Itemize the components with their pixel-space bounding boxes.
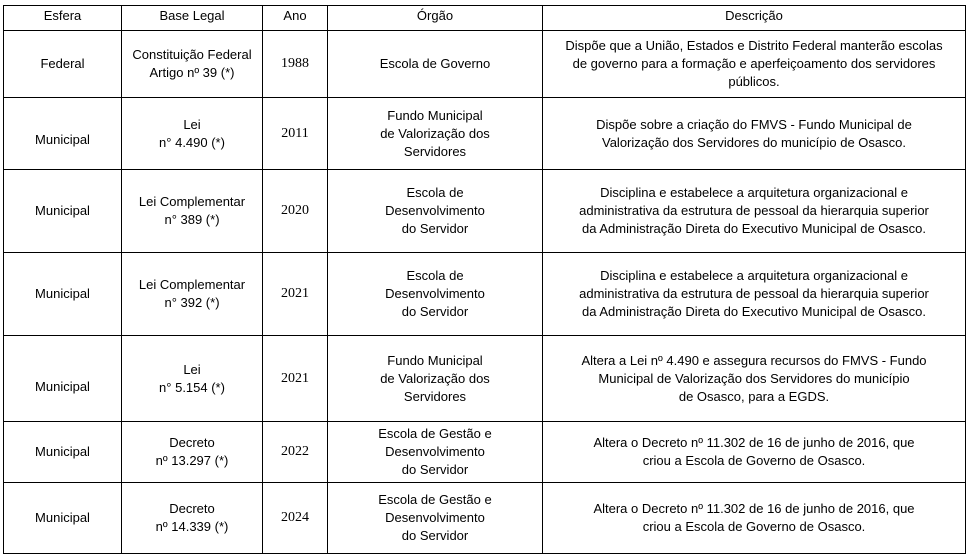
cell-descricao	[543, 31, 966, 98]
cell-descricao	[543, 422, 966, 483]
cell-esfera: Municipal	[4, 483, 122, 554]
descricao-line: Altera o Decreto nº 11.302 de 16 de junho de 2016, que	[593, 435, 915, 450]
cell-orgao	[328, 253, 543, 336]
table-row	[4, 483, 966, 554]
orgao-line: Desenvolvimento	[385, 286, 485, 301]
cell-descricao	[543, 253, 966, 336]
base-legal-line: Lei Complementar	[138, 277, 246, 292]
orgao-line: de Valorização dos	[380, 125, 490, 141]
cell-descricao	[543, 98, 966, 170]
base-legal-line: nº 14.339 (*)	[155, 519, 229, 534]
cell-descricao	[543, 336, 966, 422]
descricao-line: Dispõe que a União, Estados e Distrito Federal manterão escolas	[565, 38, 943, 53]
orgao-line: Escola de Gestão e	[378, 492, 492, 507]
cell-ano: 2022	[263, 422, 328, 483]
orgao-line: Desenvolvimento	[385, 510, 485, 525]
orgao-line: Servidores	[403, 388, 467, 404]
cell-esfera: Federal	[4, 31, 122, 98]
orgao-line: Fundo Municipal	[387, 352, 483, 368]
cell-base-legal	[122, 483, 263, 554]
base-legal-line: Decreto	[169, 435, 215, 450]
table-row	[4, 336, 966, 422]
descricao-line: Municipal de Valorização dos Servidores do município	[598, 370, 910, 386]
cell-base-legal	[122, 422, 263, 483]
cell-base-legal	[122, 253, 263, 336]
base-legal-line: n° 389 (*)	[164, 212, 220, 227]
orgao-line: do Servidor	[401, 221, 469, 236]
header-ano: Ano	[263, 6, 328, 31]
orgao-line: Escola de	[406, 268, 464, 283]
cell-esfera: Municipal	[4, 336, 122, 422]
header-esfera: Esfera	[4, 6, 122, 31]
cell-esfera: Municipal	[4, 422, 122, 483]
cell-esfera: Municipal	[4, 253, 122, 336]
cell-ano: 2021	[263, 336, 328, 422]
cell-ano: 2021	[263, 253, 328, 336]
descricao-line: criou a Escola de Governo de Osasco.	[642, 519, 866, 534]
cell-orgao	[328, 98, 543, 170]
base-legal-line: n° 5.154 (*)	[159, 379, 225, 395]
base-legal-line: Decreto	[169, 501, 215, 516]
descricao-line: Altera a Lei nº 4.490 e assegura recursos do FMVS - Fundo	[581, 352, 927, 368]
base-legal-line: Lei	[183, 361, 201, 377]
cell-orgao	[328, 422, 543, 483]
header-orgao: Órgão	[328, 6, 543, 31]
descricao-line: Disciplina e estabelece a arquitetura organizacional e	[600, 268, 908, 283]
base-legal-line: n° 4.490 (*)	[159, 134, 225, 150]
cell-descricao	[543, 483, 966, 554]
descricao-line: Altera o Decreto nº 11.302 de 16 de junho de 2016, que	[593, 501, 915, 516]
table-row	[4, 170, 966, 253]
orgao-line: de Valorização dos	[380, 370, 490, 386]
cell-orgao	[328, 483, 543, 554]
orgao-line: Escola de Governo	[379, 56, 491, 71]
descricao-line: da Administração Direta do Executivo Municipal de Osasco.	[582, 304, 926, 319]
base-legal-line: Artigo nº 39 (*)	[149, 65, 235, 80]
header-base-legal: Base Legal	[122, 6, 263, 31]
cell-orgao	[328, 170, 543, 253]
table-row	[4, 422, 966, 483]
orgao-line: do Servidor	[401, 528, 469, 543]
cell-orgao	[328, 336, 543, 422]
cell-ano: 2011	[263, 98, 328, 170]
orgao-line: Desenvolvimento	[385, 203, 485, 218]
descricao-line: públicos.	[728, 74, 780, 89]
base-legal-line: Lei	[183, 116, 201, 132]
base-legal-line: Constituição Federal	[132, 47, 252, 62]
descricao-line: administrativa da estrutura de pessoal da hierarquia superior	[579, 203, 929, 218]
cell-base-legal	[122, 98, 263, 170]
legal-basis-table	[3, 5, 966, 554]
cell-esfera: Municipal	[4, 170, 122, 253]
descricao-line: da Administração Direta do Executivo Municipal de Osasco.	[582, 221, 926, 236]
base-legal-line: Lei Complementar	[138, 194, 246, 209]
cell-ano: 2024	[263, 483, 328, 554]
cell-orgao	[328, 31, 543, 98]
cell-base-legal	[122, 31, 263, 98]
base-legal-line: nº 13.297 (*)	[155, 453, 229, 468]
header-descricao: Descrição	[543, 6, 966, 31]
descricao-line: de Osasco, para a EGDS.	[678, 388, 830, 404]
descricao-line: Valorização dos Servidores do município de Osasco.	[602, 134, 906, 150]
cell-esfera: Municipal	[4, 98, 122, 170]
descricao-line: administrativa da estrutura de pessoal da hierarquia superior	[579, 286, 929, 301]
table-row	[4, 31, 966, 98]
descricao-line: Dispõe sobre a criação do FMVS - Fundo Municipal de	[596, 116, 912, 132]
cell-descricao	[543, 170, 966, 253]
cell-ano: 1988	[263, 31, 328, 98]
orgao-line: Escola de Gestão e	[378, 426, 492, 441]
orgao-line: Escola de	[406, 185, 464, 200]
descricao-line: Disciplina e estabelece a arquitetura organizacional e	[600, 185, 908, 200]
cell-ano: 2020	[263, 170, 328, 253]
orgao-line: Servidores	[403, 143, 467, 159]
table-row	[4, 253, 966, 336]
cell-base-legal	[122, 336, 263, 422]
table-header-row	[4, 6, 966, 31]
orgao-line: Desenvolvimento	[385, 444, 485, 459]
orgao-line: do Servidor	[401, 462, 469, 477]
base-legal-line: n° 392 (*)	[164, 295, 220, 310]
descricao-line: criou a Escola de Governo de Osasco.	[642, 453, 866, 468]
table-row	[4, 98, 966, 170]
orgao-line: Fundo Municipal	[387, 107, 483, 123]
cell-base-legal	[122, 170, 263, 253]
orgao-line: do Servidor	[401, 304, 469, 319]
descricao-line: de governo para a formação e aperfeiçoamento dos servidores	[572, 56, 936, 71]
